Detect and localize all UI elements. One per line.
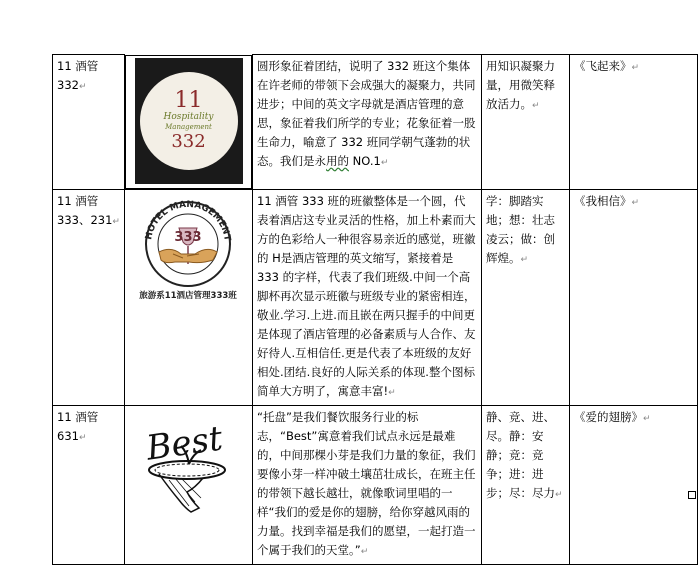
description-underlined-text: 用的 [326, 154, 349, 168]
class-333-logo [129, 192, 247, 302]
song-cell: 《飞起来》↵ [570, 55, 698, 190]
description-text: 圆形象征着团结，说明了 332 班这个集体在许老师的带领下会成强大的凝聚力，共同进步；中间的英文字母就是酒店管理的意思，象征着我们所学的专业；花象征着一股生命力，喻意了 332 班同学朝气蓬勃的状态。我们是永 [257, 59, 476, 168]
logo-cell [125, 55, 252, 189]
description-text-end: NO.1 [349, 154, 381, 168]
motto-cell: 学：脚踏实地；想：壮志凌云；做：创辉煌。↵ [482, 189, 570, 405]
table-row [53, 405, 698, 564]
logo-cell [125, 405, 253, 564]
motto-text: 用知识凝聚力量，用微笑释放活力。 [486, 59, 555, 111]
logo-circle [140, 72, 238, 170]
motto-cell: 用知识凝聚力量，用微笑释放活力。↵ [482, 55, 570, 190]
logo-number-bottom: 332 [171, 130, 206, 152]
logo-text-hospitality: Hospitality [163, 111, 214, 122]
table-row [53, 189, 698, 405]
table-end-marker [688, 491, 696, 499]
description-text: 11 酒管 333 班的班徽整体是一个圆，代表着酒店这专业灵活的性格，加上朴素而大方的色彩给人一种很容易亲近的感觉，班徽的 H是酒店管理的英文缩写，紧接着是 333 的字样，代表了我们班级.中间一个高脚杯再次显示班徽与班级专业的紧密相连，敬业.学习.上进.而且嵌在两只握手的中间更是体现了酒店管理的必备素质与人合作、友好待人.互相信任.更是代表了本班级的友好相处.团结.良好的人际关系的体现.整个图标简单大方明了，寓意丰富! [257, 193, 476, 398]
class-name-cell: 11 酒管 631↵ [53, 405, 125, 564]
description-cell: 11 酒管 333 班的班徽整体是一个圆，代表着酒店这专业灵活的性格，加上朴素而大方的色彩给人一种很容易亲近的感觉，班徽的 H是酒店管理的英文缩写，紧接着是 333 的字样，代表了我们班级.中间一个高脚杯再次显示班徽与班级专业的紧密相连，敬业.学习.上进.而且嵌在两只握手的中间更是体现了酒店管理的必备素质与人合作、友好待人.互相信任.更是代表了本班级的友好相处.团结.良好的人际关系的体现.整个图标简单大方明了，寓意丰富!↵ [253, 189, 482, 405]
song-title: 《飞起来》 [574, 59, 632, 73]
motto-text: 学：脚踏实地；想：壮志凌云；做：创辉煌。 [486, 193, 555, 265]
table-row [53, 55, 698, 190]
class-name: 11 酒管 332 [57, 59, 99, 92]
description-cell: 圆形象征着团结，说明了 332 班这个集体在许老师的带领下会成强大的凝聚力，共同进步；中间的英文字母就是酒店管理的意思，象征着我们所学的专业；花象征着一股生命力，喻意了 332 班同学朝气蓬勃的状态。我们是永用的 NO.1↵ [253, 55, 482, 190]
logo-caption: 旅游系11酒店管理333班 [139, 290, 237, 301]
class-emblem-table [52, 54, 698, 565]
song-title: 《我相信》 [574, 193, 632, 208]
motto-cell: 静、竞、进、尽。静：安静；竞：竞争；进：进步；尽：尽力↵ [482, 405, 570, 564]
class-name: 11 酒管 333、231 [57, 193, 113, 227]
motto-text: 静、竞、进、尽。静：安静；竞：竞争；进：进步；尽：尽力 [486, 409, 555, 500]
logo-cell [125, 189, 253, 405]
logo-arc-text: HOTEL MANAGEMENT [144, 199, 232, 242]
class-631-logo [129, 408, 247, 520]
description-text: “托盘”是我们餐饮服务行业的标志，“Best”寓意着我们试点永远是最难的，中间那棵小芽是我们力量的象征，我们要像小芽一样冲破土壤茁壮成长，在班主任的带领下越长越壮，就像歌词里唱的一样“我们的爱是你的翅膀，给你穿越风雨的力量。找到幸福是我们的愿望，一起打造一个属于我们的天堂。” [257, 409, 476, 557]
logo-text-management: Management [165, 122, 212, 131]
class-332-logo [135, 58, 243, 184]
description-cell: “托盘”是我们餐饮服务行业的标志，“Best”寓意着我们试点永远是最难的，中间那棵小芽是我们力量的象征，我们要像小芽一样冲破土壤茁壮成长，在班主任的带领下越长越壮，就像歌词里唱的一样“我们的爱是你的翅膀，给你穿越风雨的力量。找到幸福是我们的愿望，一起打造一个属于我们的天堂。”↵ [253, 405, 482, 564]
logo-number-top: 11 [174, 87, 203, 113]
song-title: 《爱的翅膀》 [574, 409, 643, 424]
class-name-cell: 11 酒管 333、231↵ [53, 189, 125, 405]
song-cell: 《爱的翅膀》↵ [570, 405, 698, 564]
logo-number: 333 [174, 229, 202, 245]
class-name: 11 酒管 631 [57, 409, 99, 443]
class-name-cell: 11 酒管 332↵ [53, 55, 125, 190]
song-cell: 《我相信》↵ [570, 189, 698, 405]
logo-best-word: Best [143, 417, 225, 469]
